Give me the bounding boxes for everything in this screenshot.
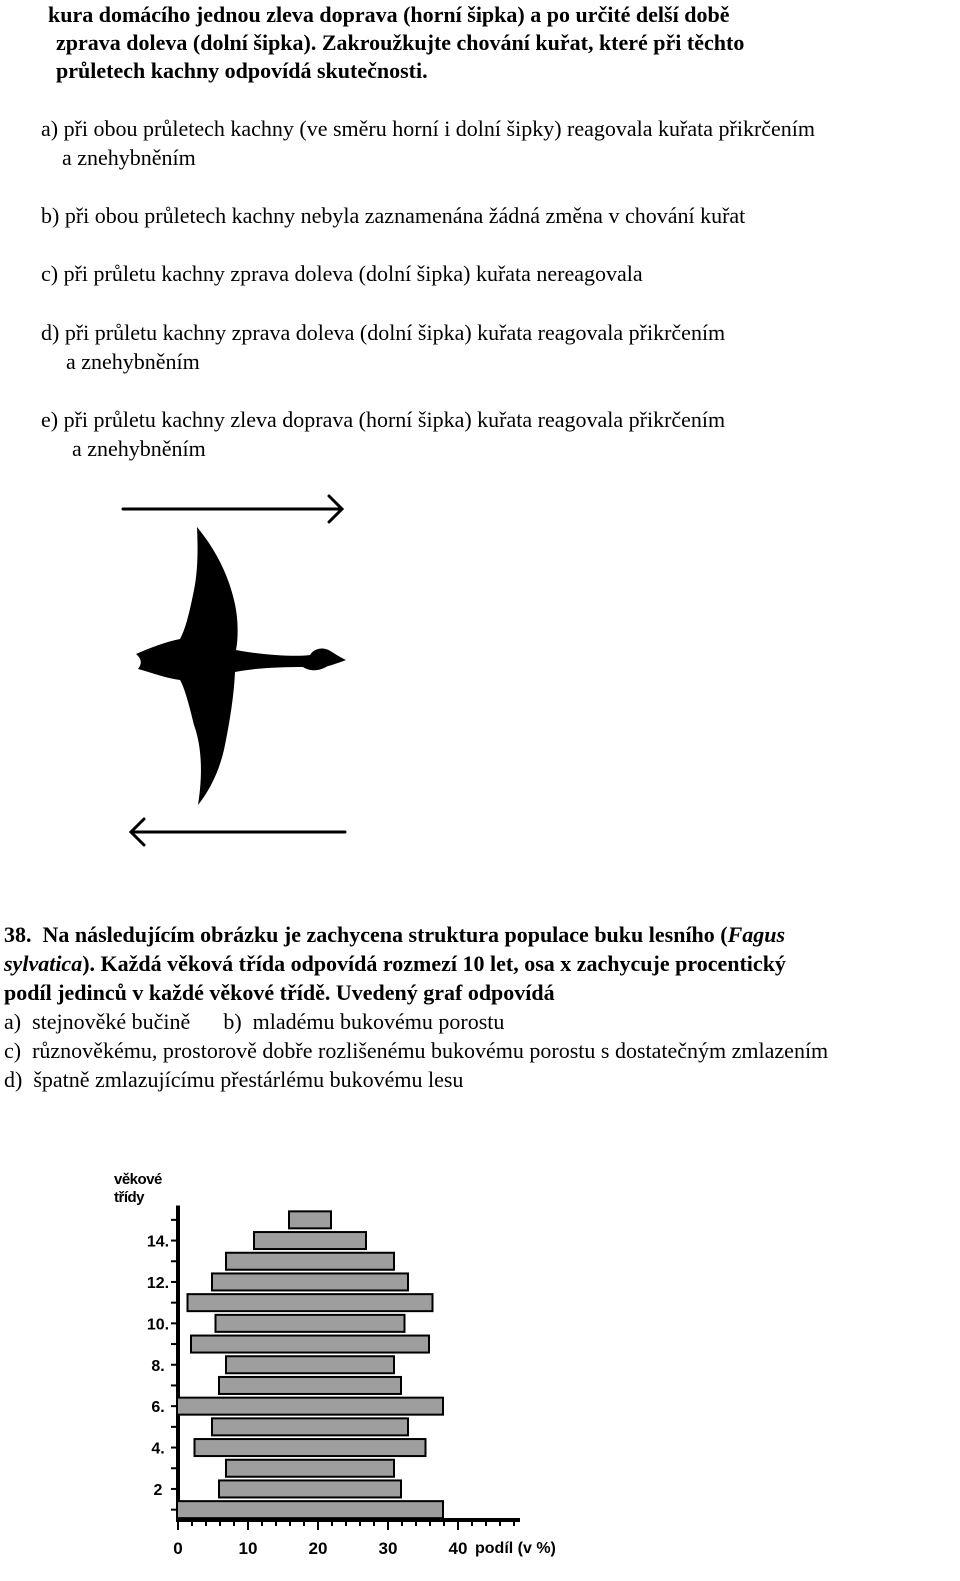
q38-text-b: ). Každá věková třída odpovídá rozmezí 10 let, osa x zachycuje procentický [82,951,786,976]
chart-bar-class-1 [177,1501,443,1518]
q37-intro-line-3: průletech kachny odpovídá skutečnosti. [56,58,428,83]
chart-bars [177,1211,443,1518]
chart-y-tick-label: 8. [151,1357,165,1375]
chart-y-tick-label: 6. [151,1399,165,1417]
q38-species-epithet: sylvatica [4,951,83,976]
q37-option-d-cont: a znehybněním [66,349,200,374]
chart-bar-class-10 [216,1315,405,1332]
chart-y-tick-label: 2 [153,1481,163,1499]
duck-silhouette [136,527,346,805]
chart-y-tick-labels [147,1234,169,1499]
q37-option-d[interactable]: d) při průletu kachny zprava doleva (dolní šipka) kuřata reagovala přikrčením [41,320,726,345]
bottom-arrow-left [131,819,345,845]
chart-bar-class-12 [212,1273,408,1290]
q38-text-a: Na následujícím obrázku je zachycena struktura populace buku lesního ( [42,922,728,947]
chart-bar-class-15 [289,1211,331,1228]
chart-x-tick-label: 40 [448,1539,468,1558]
q37-option-a-cont: a znehybněním [62,145,196,170]
q37-intro-line-1: kura domácího jednou zleva doprava (horní šipka) a po určité delší době [48,2,730,27]
q38-line-3: podíl jedinců v každé věkové třídě. Uvedený graf odpovídá [4,980,555,1005]
chart-y-tick-label: 12. [146,1274,170,1292]
q37-option-c[interactable]: c) při průletu kachny zprava doleva (dolní šipka) kuřata nereagovala [41,261,643,286]
chart-bar-class-8 [226,1356,394,1373]
q38-number: 38. [4,922,32,947]
chart-x-tick-labels [173,1539,467,1558]
q38-option-d[interactable]: d) špatně zmlazujícímu přestárlému bukovému lesu [4,1067,464,1092]
q37-option-a[interactable]: a) při obou průletech kachny (ve směru horní i dolní šipky) reagovala kuřata přikrčením [41,116,816,141]
q38-line-2 [4,949,786,978]
chart-bar-class-2 [219,1480,401,1497]
chart-bar-class-11 [188,1294,433,1311]
chart-y-tick-label: 10. [146,1316,170,1334]
chart-bar-class-13 [226,1253,394,1270]
duck-figure [110,490,370,860]
q38-line-1 [4,920,785,949]
chart-ylabel-line2: třídy [114,1189,145,1206]
q37-intro-line-2: zprava doleva (dolní šipka). Zakroužkujte chování kuřat, které při těchto [56,30,745,55]
q37-option-e[interactable]: e) při průletu kachny zleva doprava (horní šipka) kuřata reagovala přikrčením [41,407,726,432]
chart-bar-class-7 [219,1377,401,1394]
chart-bar-class-6 [177,1398,443,1415]
q38-option-a-b[interactable]: a) stejnověké bučině b) mladému bukovému porostu [4,1009,505,1034]
chart-y-tick-label: 4. [151,1440,165,1458]
chart-bar-class-9 [191,1336,429,1353]
chart-x-tick-label: 30 [378,1539,398,1558]
chart-x-tick-label: 0 [173,1539,183,1558]
chart-ylabel-line1: věkové [114,1171,162,1188]
chart-x-tick-label: 10 [238,1539,258,1558]
q37-option-b[interactable]: b) při obou průletech kachny nebyla zaznamenána žádná změna v chování kuřat [41,203,746,228]
chart-axes [171,1206,520,1531]
chart-bar-class-3 [226,1460,394,1477]
chart-bar-class-14 [254,1232,366,1249]
q37-option-e-cont: a znehybněním [72,436,206,461]
chart-y-tick-label: 14. [146,1233,170,1251]
q38-option-c[interactable]: c) různověkému, prostorově dobře rozlišenému bukovému porostu s dostatečným zmlazením [4,1038,829,1063]
chart-xlabel: podíl (v %) [475,1540,556,1557]
chart-x-tick-label: 20 [308,1539,328,1558]
chart-bar-class-5 [212,1418,408,1435]
top-arrow-right [123,496,342,522]
q38-species-genus: Fagus [727,922,786,947]
chart-bar-class-4 [195,1439,426,1456]
